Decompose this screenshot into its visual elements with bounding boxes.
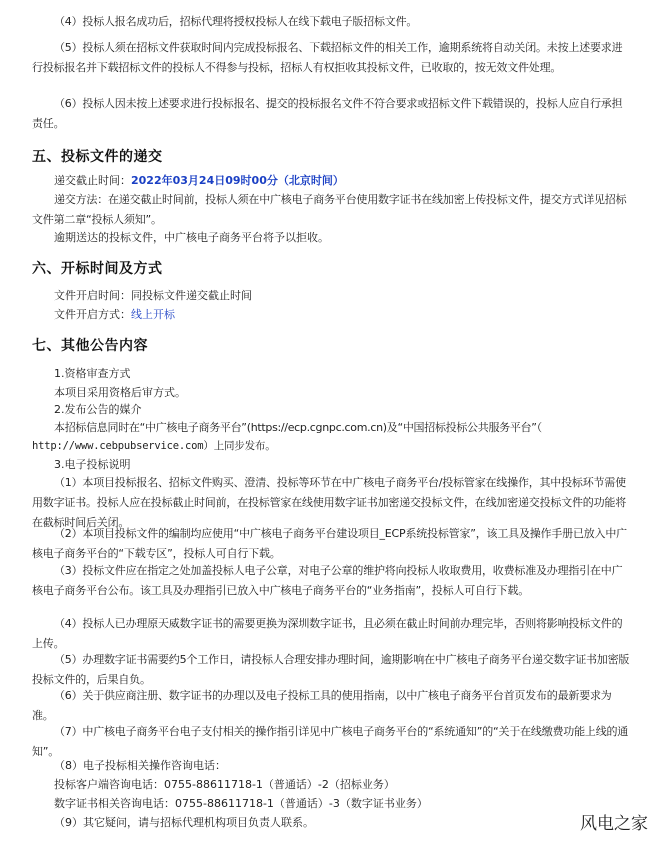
electronic-note-3: （3）投标文件应在指定之处加盖投标人电子公章，对电子公章的维护将向投标人收取费用，收费标准及办理指引在中广核电子商务平台公布。该工具及办理指引已放入中广核电子商务平台的“业务指南”，投标人可自行下载。 [32,564,623,597]
deadline-value: 2022年03月24日09时00分（北京时间） [131,174,344,187]
paragraph-registration-success: （4）投标人报名成功后，招标代理将授权投标人在线下载电子版招标文件。 [54,15,418,28]
electronic-note-2: （2）本项目投标文件的编制均应使用“中广核电子商务平台建设项目_ECP系统投标管家”，该工具及操作手册已放入中广核电子商务平台的“下载专区”，投标人可自行下载。 [32,527,627,560]
section-heading-opening: 六、开标时间及方式 [32,261,163,277]
item-qualification-text: 本项目采用资格后审方式。 [54,386,186,399]
electronic-note-5: （5）办理数字证书需要约5个工作日，请投标人合理安排办理时间，逾期影响在中广核电子商务平台递交数字证书加密版投标文件的，后果自负。 [32,653,630,686]
item-media-text: 本招标信息同时在“中广核电子商务平台”(https://ecp.cgnpc.com.cn)及“中国招标投标公共服务平台”（ [54,421,542,434]
watermark: 风电之家 [580,814,648,834]
paragraph-submission-method: 递交方法：在递交截止时间前，投标人须在中广核电子商务平台使用数字证书在线加密上传投标文件，提交方式详见招标文件第二章“投标人须知”。 [32,193,627,226]
item-media-title: 2.发布公告的媒介 [54,403,142,416]
deadline-label: 递交截止时间： [54,174,131,187]
electronic-note-9: （9）其它疑问，请与招标代理机构项目负责人联系。 [54,816,314,829]
electronic-note-4: （4）投标人已办理原天威数字证书的需要更换为深圳数字证书，且必须在截止时间前办理完毕，否则将影响投标文件的上传。 [32,617,623,650]
item-media-text-cont: http://www.cebpubservice.com）上同步发布。 [32,440,276,452]
paragraph-late-submission: 逾期送达的投标文件，中广核电子商务平台将予以拒收。 [54,231,329,244]
hotline-certificate: 数字证书相关咨询电话：0755-88611718-1（普通话）-3（数字证书业务） [54,797,428,810]
hotline-client: 投标客户端咨询电话：0755-88611718-1（普通话）-2（招标业务） [54,778,395,791]
item-electronic-title: 3.电子投标说明 [54,458,131,471]
item-qualification-title: 1.资格审查方式 [54,367,131,380]
opening-method [54,305,175,325]
paragraph-registration-liability: （6）投标人因未按上述要求进行投标报名、提交的投标报名文件不符合要求或招标文件下载错误的，投标人应自行承担责任。 [32,97,623,130]
electronic-note-7: （7）中广核电子商务平台电子支付相关的操作指引详见中广核电子商务平台的“系统通知”的“关于在线缴费功能上线的通知”。 [32,725,629,758]
opening-time: 文件开启时间：同投标文件递交截止时间 [54,289,252,302]
section-heading-submission: 五、投标文件的递交 [32,149,163,165]
submission-deadline [54,171,344,191]
paragraph-registration-deadline: （5）投标人须在招标文件获取时间内完成投标报名、下载招标文件的相关工作，逾期系统将自动关闭。未按上述要求进行投标报名并下载招标文件的投标人不得参与投标，招标人有权拒收其投标文件，已收取的，按无效文件处理。 [32,41,623,74]
electronic-note-6: （6）关于供应商注册、数字证书的办理以及电子投标工具的使用指南，以中广核电子商务平台首页发布的最新要求为准。 [32,689,612,722]
electronic-note-8: （8）电子投标相关操作咨询电话： [54,759,226,772]
opening-method-label: 文件开启方式： [54,308,131,321]
section-heading-other: 七、其他公告内容 [32,338,148,354]
online-opening-link[interactable]: 线上开标 [131,308,175,321]
electronic-note-1: （1）本项目投标报名、招标文件购买、澄清、投标等环节在中广核电子商务平台/投标管家在线操作，其中投标环节需使用数字证书。投标人应在投标截止时间前，在投标管家在线使用数字证书加密递交投标文件，在线加密递交投标文件的功能将在截标时间后关闭。 [32,476,626,529]
